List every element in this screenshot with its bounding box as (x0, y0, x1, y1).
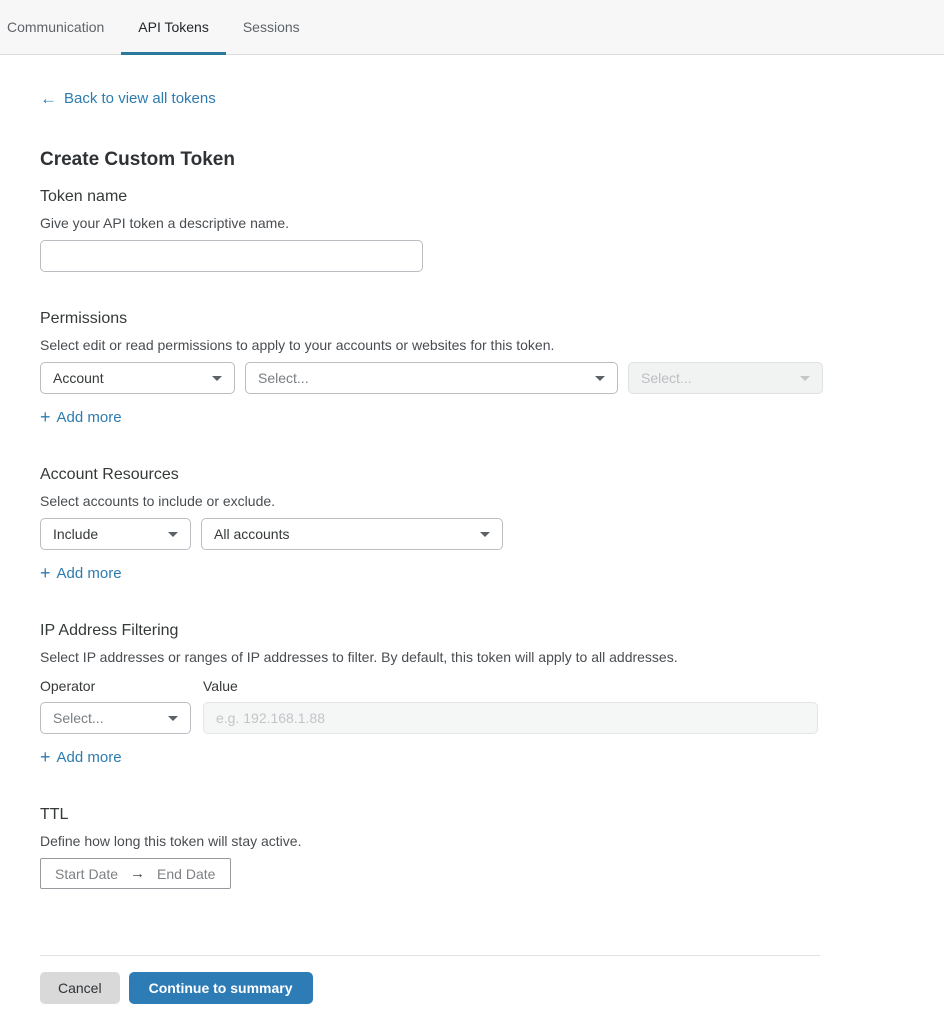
footer-divider (40, 955, 820, 956)
ttl-section (40, 806, 904, 889)
value-label: Value (203, 678, 238, 694)
resources-accounts-select[interactable] (201, 518, 503, 550)
end-date-placeholder[interactable]: End Date (157, 865, 216, 882)
token-name-section (40, 188, 904, 272)
ip-filtering-section (40, 622, 904, 768)
token-name-heading: Token name (40, 188, 128, 205)
add-more-label: Add more (56, 748, 122, 766)
permissions-description: Select edit or read permissions to apply to your accounts or websites for this token. (40, 337, 555, 353)
permission-level-select (628, 362, 823, 394)
permission-group-select[interactable] (245, 362, 618, 394)
plus-icon: + (40, 747, 51, 767)
ip-value-input (203, 702, 818, 734)
permission-scope-select[interactable] (40, 362, 235, 394)
tab-bar (0, 0, 944, 55)
back-arrow-icon: ← (40, 89, 57, 108)
account-resources-heading: Account Resources (40, 466, 179, 483)
tab-api-tokens[interactable]: API Tokens (121, 0, 226, 54)
add-more-label: Add more (56, 408, 122, 426)
operator-label: Operator (40, 678, 96, 694)
ttl-heading: TTL (40, 806, 69, 823)
resources-mode-value: Include (53, 526, 99, 542)
ttl-date-range-picker[interactable] (40, 858, 231, 889)
tab-sessions[interactable]: Sessions (242, 19, 300, 35)
chevron-down-icon (168, 716, 178, 721)
continue-to-summary-button[interactable]: Continue to summary (129, 972, 313, 1004)
start-date-placeholder[interactable]: Start Date (55, 865, 119, 882)
token-name-description: Give your API token a descriptive name. (40, 215, 290, 231)
permission-level-placeholder: Select... (641, 370, 692, 386)
footer-actions (40, 972, 904, 1004)
resources-add-more-link[interactable] (40, 564, 122, 582)
permission-group-placeholder: Select... (258, 370, 309, 386)
ip-operator-placeholder: Select... (53, 710, 104, 726)
back-to-tokens-link[interactable] (40, 90, 216, 107)
plus-icon: + (40, 563, 51, 583)
account-resources-section (40, 466, 904, 584)
back-link-label: Back to view all tokens (64, 90, 216, 107)
chevron-down-icon (168, 532, 178, 537)
resources-accounts-value: All accounts (214, 526, 290, 542)
resources-mode-select[interactable] (40, 518, 191, 550)
ip-filtering-description: Select IP addresses or ranges of IP addresses to filter. By default, this token will apply to all addresses. (40, 649, 678, 665)
ip-filtering-heading: IP Address Filtering (40, 622, 179, 639)
main-content (0, 55, 944, 1004)
account-resources-description: Select accounts to include or exclude. (40, 493, 276, 509)
permissions-heading: Permissions (40, 310, 128, 327)
token-name-input[interactable] (40, 240, 423, 272)
ttl-description: Define how long this token will stay active. (40, 833, 302, 849)
ip-add-more-link[interactable] (40, 748, 122, 766)
ip-operator-select[interactable] (40, 702, 191, 734)
chevron-down-icon (595, 376, 605, 381)
chevron-down-icon (212, 376, 222, 381)
permission-scope-value: Account (53, 370, 104, 386)
cancel-button[interactable]: Cancel (40, 972, 120, 1004)
chevron-down-icon (480, 532, 490, 537)
permissions-section (40, 310, 904, 428)
add-more-label: Add more (56, 564, 122, 582)
permissions-add-more-link[interactable] (40, 408, 122, 426)
plus-icon: + (40, 407, 51, 427)
right-arrow-icon: → (130, 865, 146, 882)
tab-communication[interactable]: Communication (7, 19, 105, 35)
chevron-down-icon (800, 376, 810, 381)
page-title: Create Custom Token (40, 149, 235, 170)
